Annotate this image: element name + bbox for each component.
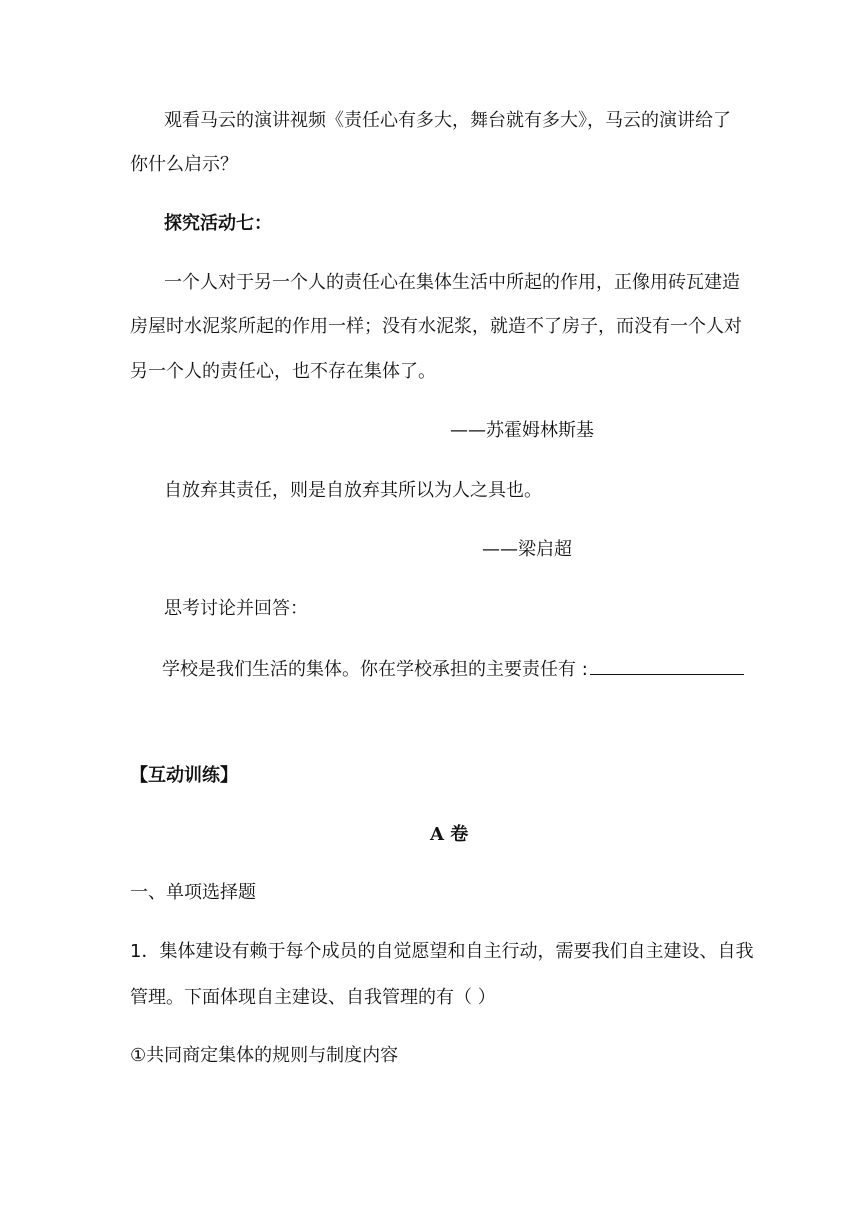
quote2-text: 自放弃其责任，则是自放弃其所以为人之具也。 (164, 480, 542, 501)
quote2-attribution: ——梁启超 (482, 539, 572, 560)
discussion-prompt: 思考讨论并回答： (164, 598, 308, 619)
quote1-line-1: 一个人对于另一个人的责任心在集体生活中所起的作用，正像用砖瓦建造 (164, 272, 740, 293)
quote1-line-2: 房屋时水泥浆所起的作用一样；没有水泥浆，就造不了房子，而没有一个人对 (130, 316, 742, 337)
quote1-line-3: 另一个人的责任心，也不存在集体了。 (130, 361, 436, 382)
intro-line-2: 你什么启示？ (130, 154, 238, 175)
activity-heading: 探究活动七： (164, 213, 272, 234)
section-title: 【互动训练】 (130, 765, 238, 786)
answer-blank[interactable] (590, 656, 744, 675)
q1-line-1: 1．集体建设有赖于每个成员的自觉愿望和自主行动，需要我们自主建设、自我 (130, 941, 754, 962)
q1-line-2: 管理。下面体现自主建设、自我管理的有（ ） (130, 987, 496, 1008)
question-text: 学校是我们生活的集体。你在学校承担的主要责任有 : (162, 659, 588, 680)
part-title: 一、单项选择题 (130, 882, 256, 903)
volume-label: A 卷 (430, 824, 469, 845)
q1-option-1: ①共同商定集体的规则与制度内容 (130, 1045, 399, 1066)
intro-line-1: 观看马云的演讲视频《责任心有多大，舞台就有多大》，马云的演讲给了 (164, 110, 731, 131)
quote1-attribution: ——苏霍姆林斯基 (450, 420, 594, 441)
question-line (162, 656, 744, 683)
